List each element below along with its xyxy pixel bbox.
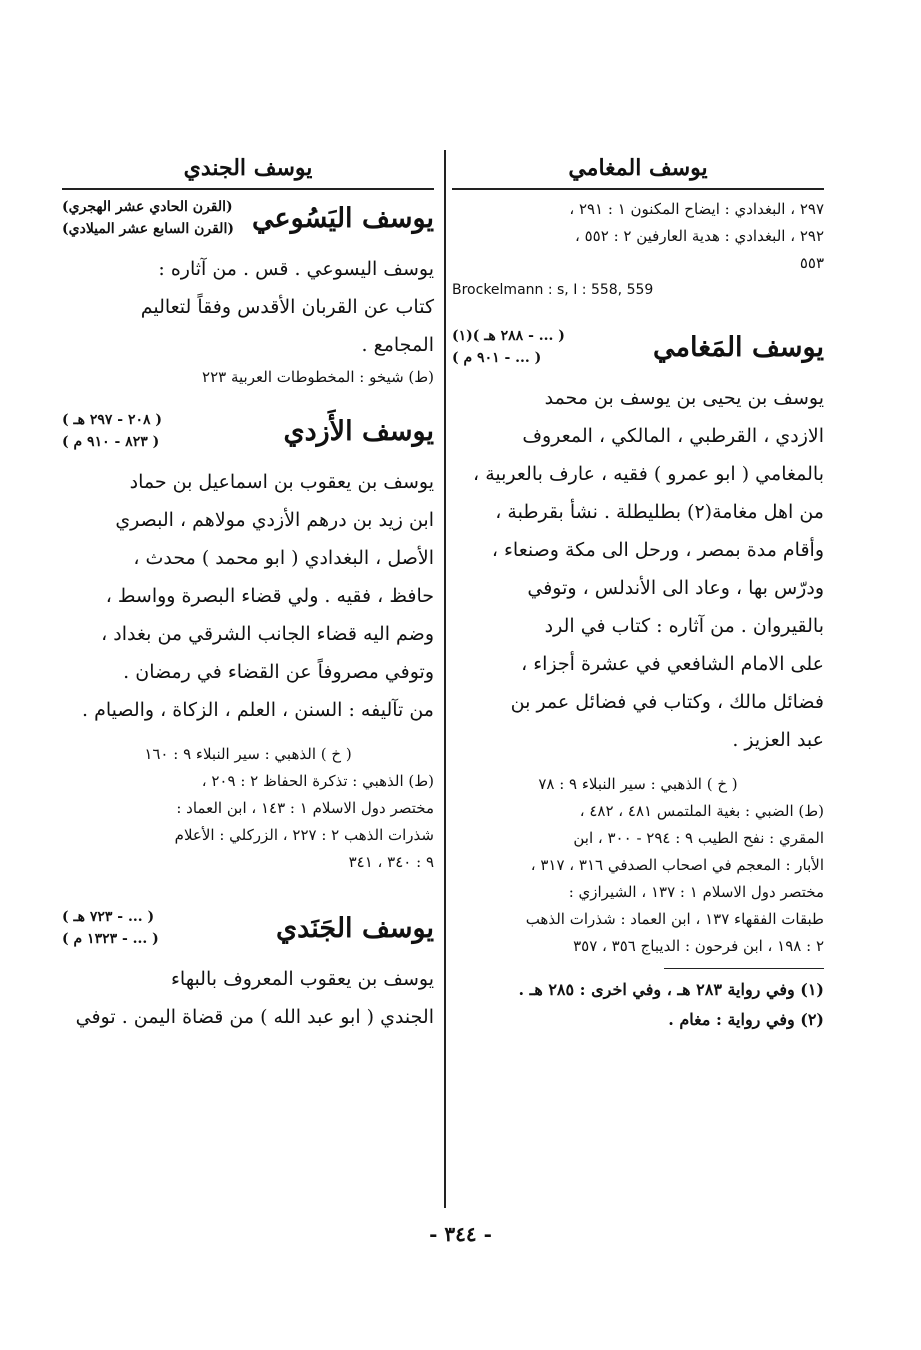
entry-name: يوسف الجَنَدي (275, 912, 434, 944)
spacer (62, 729, 434, 741)
source-line: ( خ ) الذهبي : سير النبلاء ٩ : ٧٨ (538, 775, 738, 793)
source-line: ٩ : ٣٤٠ ، ٣٤١ (348, 853, 434, 871)
entry-century (62, 196, 234, 240)
source-line: مختصر دول الاسلام ١ : ١٣٧ ، الشيرازي : (568, 883, 824, 901)
source-line: ٢ : ١٩٨ ، ابن فرحون : الديباج ٣٥٦ ، ٣٥٧ (573, 937, 824, 955)
century-hijri: (القرن الحادي عشر الهجري) (62, 199, 233, 215)
source-line: (ط) الذهبي : تذكرة الحفاظ ٢ : ٢٠٩ ، (201, 772, 434, 790)
body-line: ودرّس بها ، وعاد الى الأندلس ، وتوفي (527, 577, 824, 599)
source-line: مختصر دول الاسلام ١ : ١٤٣ ، ابن العماد : (176, 799, 434, 817)
body-line: الجندي ( ابو عبد الله ) من قضاة اليمن . توفي (75, 1006, 434, 1028)
entry-dates (62, 409, 162, 453)
left-header-rule (62, 188, 434, 190)
body-line: يوسف بن يعقوب بن اسماعيل بن حماد (129, 471, 434, 493)
column-divider (444, 150, 446, 1208)
source-line: (ط) شيخو : المخطوطات العربية ٢٢٣ (202, 368, 434, 386)
source-line: طبقات الفقهاء ١٣٧ ، ابن العماد : شذرات الذهب (525, 910, 824, 928)
dates-hijri: ( ٢٠٨ - ٢٩٧ هـ ) (62, 412, 163, 428)
reference-line: ٥٥٣ (799, 254, 824, 272)
right-column-header: يوسف المغامي (568, 155, 708, 181)
entry-dates (62, 906, 159, 950)
entry-dates (452, 325, 565, 369)
body-line: يوسف بن يحيى بن يوسف بن محمد (544, 387, 824, 409)
footnote-rule (664, 968, 824, 969)
spacer (62, 391, 434, 403)
dates-gregorian: ( ... - ٩٠١ م ) (452, 350, 542, 366)
source-line: ( خ ) الذهبي : سير النبلاء ٩ : ١٦٠ (144, 745, 352, 763)
footnote: (١) وفي رواية ٢٨٣ هـ ، وفي اخرى : ٢٨٥ هـ . (518, 980, 824, 999)
right-column (452, 150, 824, 1035)
footnote: (٢) وفي رواية : مغام . (668, 1010, 824, 1029)
dates-gregorian: ( ... - ١٣٢٣ م ) (62, 931, 159, 947)
source-line: المقري : نفح الطيب ٩ : ٢٩٤ - ٣٠٠ ، ابن (573, 829, 824, 847)
spacer (452, 759, 824, 771)
body-line: على الامام الشافعي في عشرة أجزاء ، (521, 653, 824, 675)
page-number: - ٣٤٤ - (429, 1222, 492, 1246)
entry-name: يوسف اليَسُوعي (252, 202, 434, 234)
entry-heading (452, 325, 824, 369)
body-line: عبد العزيز . (732, 729, 824, 751)
body-line: وتوفي مصروفاً عن القضاء في رمضان . (123, 661, 434, 683)
body-line: بالقيروان . من آثاره : كتاب في الرد (544, 615, 824, 637)
body-line: من اهل مغامة(٢) بطليطلة . نشأ بقرطبة ، (495, 501, 824, 523)
century-gregorian: (القرن السابع عشر الميلادي) (62, 221, 234, 237)
spacer (62, 876, 434, 888)
reference-line: ٢٩٢ ، البغدادي : هدية العارفين ٢ : ٥٥٢ ، (575, 227, 824, 245)
body-line: ابن زيد بن درهم الأزدي مولاهم ، البصري (115, 509, 434, 531)
entry-name: يوسف المَغامي (653, 331, 824, 363)
spacer (62, 888, 434, 900)
source-line: (ط) الضبي : بغية الملتمس ٤٨١ ، ٤٨٢ ، (579, 802, 824, 820)
source-line: الأبار : المعجم في اصحاب الصدفي ٣١٦ ، ٣١٧ ، (530, 856, 824, 874)
body-line: حافظ ، فقيه . ولي قضاء البصرة وواسط ، (105, 585, 434, 607)
body-line: وأقام مدة بمصر ، ورحل الى مكة وصنعاء ، (491, 539, 824, 561)
left-column (62, 150, 434, 1036)
body-line: يوسف بن يعقوب المعروف بالبهاء (170, 968, 434, 990)
body-line: وضم اليه قضاء الجانب الشرقي من بغداد ، (101, 623, 434, 645)
body-line: من تآليفه : السنن ، العلم ، الزكاة ، والصيام . (81, 699, 434, 721)
right-header-rule (452, 188, 824, 190)
dates-hijri: ( ... - ٧٢٣ هـ ) (62, 909, 155, 925)
dates-gregorian: ( ٨٢٣ - ٩١٠ م ) (62, 434, 160, 450)
body-line: بالمغامي ( ابو عمرو ) فقيه ، عارف بالعربية ، (473, 463, 824, 485)
body-line: الأصل ، البغدادي ( ابو محمد ) محدث ، (133, 547, 434, 569)
body-line: كتاب عن القربان الأقدس وفقاً لتعاليم (140, 296, 434, 318)
body-line: المجامع . (361, 334, 434, 356)
entry-heading (62, 196, 434, 240)
body-line: فضائل مالك ، وكتاب في فضائل عمر بن (510, 691, 824, 713)
reference-line: ٢٩٧ ، البغدادي : ايضاح المكنون ١ : ٢٩١ ، (569, 200, 824, 218)
body-line: يوسف اليسوعي . قس . من آثاره : (158, 258, 434, 280)
left-column-header: يوسف الجندي (183, 155, 313, 181)
entry-heading (62, 409, 434, 453)
source-line: شذرات الذهب ٢ : ٢٢٧ ، الزركلي : الأعلام (174, 826, 434, 844)
body-line: الازدي ، القرطبي ، المالكي ، المعروف (522, 425, 824, 447)
dates-hijri: ( ... - ٢٨٨ هـ )(١) (452, 328, 565, 344)
entry-name: يوسف الأَزدي (283, 415, 434, 447)
latin-reference: Brockelmann : s, I : 558, 559 (452, 282, 654, 298)
entry-heading (62, 906, 434, 950)
